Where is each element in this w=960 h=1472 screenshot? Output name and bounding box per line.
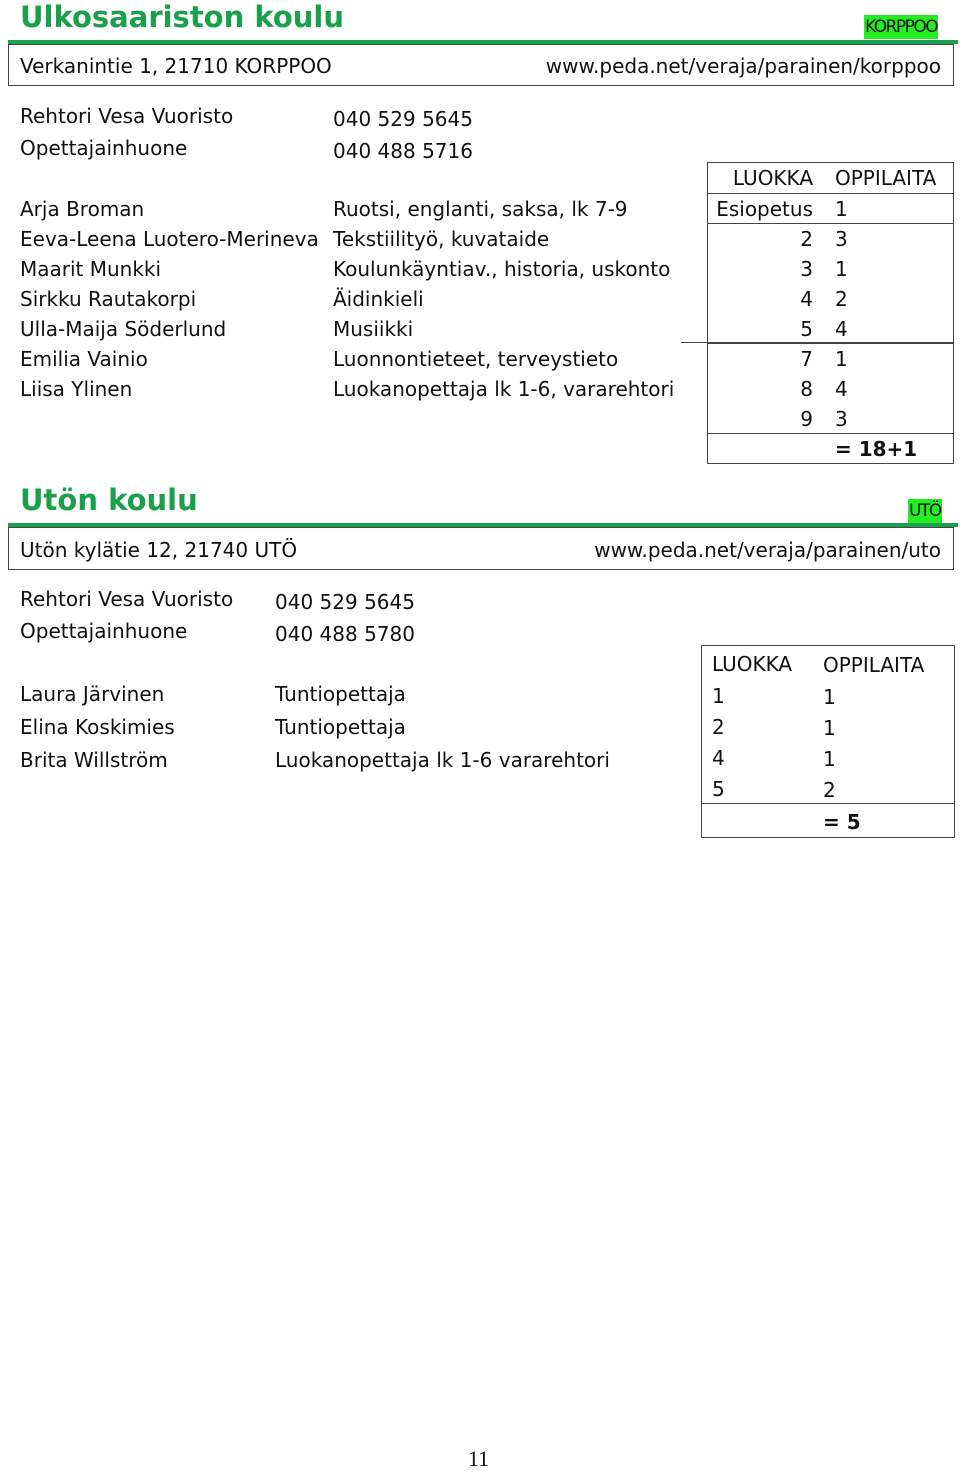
- contact-phone: 040 488 5716: [333, 139, 473, 163]
- cell-oppilaita: 2: [835, 287, 848, 311]
- page-number: 11: [468, 1446, 490, 1471]
- address: Verkanintie 1, 21710 KORPPOO: [20, 54, 332, 78]
- teacher-name: Arja Broman: [20, 197, 145, 221]
- teacher-name: Sirkku Rautakorpi: [20, 287, 197, 311]
- teacher-name: Ulla-Maija Söderlund: [20, 317, 227, 341]
- teacher-name: Liisa Ylinen: [20, 377, 133, 401]
- cell-luokka: 2: [800, 227, 813, 251]
- cell-oppilaita: 1: [835, 347, 848, 371]
- teacher-subject: Tekstiilityö, kuvataide: [333, 227, 550, 251]
- class-table: [707, 162, 954, 464]
- cell-luokka: 5: [712, 777, 725, 801]
- website-link[interactable]: www.peda.net/veraja/parainen/korppoo: [545, 54, 941, 78]
- cell-luokka: 5: [800, 317, 813, 341]
- class-table: [701, 645, 955, 838]
- cell-oppilaita: 1: [823, 685, 836, 709]
- table-total: = 5: [823, 810, 861, 834]
- teacher-subject: Tuntiopettaja: [275, 682, 406, 706]
- cell-luokka: 4: [800, 287, 813, 311]
- row-divider: [702, 803, 954, 804]
- teacher-name: Eeva-Leena Luotero-Merineva: [20, 227, 319, 251]
- cell-luokka: 3: [800, 257, 813, 281]
- header-luokka: LUOKKA: [732, 166, 813, 190]
- school-title: Ulkosaariston koulu: [20, 0, 345, 34]
- address-box: [8, 527, 954, 570]
- header-oppilaita: OPPILAITA: [835, 166, 937, 190]
- row-divider: [708, 193, 953, 194]
- teacher-name: Brita Willström: [20, 748, 168, 772]
- cell-luokka: 2: [712, 715, 725, 739]
- cell-luokka: 9: [800, 407, 813, 431]
- cell-luokka: 1: [712, 684, 725, 708]
- teacher-name: Maarit Munkki: [20, 257, 162, 281]
- contact-label: Rehtori Vesa Vuoristo: [20, 587, 234, 611]
- school-title: Utön koulu: [20, 483, 198, 517]
- teacher-subject: Luonnontieteet, terveystieto: [333, 347, 619, 371]
- cell-oppilaita: 1: [835, 197, 848, 221]
- teacher-subject: Äidinkieli: [333, 287, 424, 311]
- table-total: = 18+1: [835, 437, 918, 461]
- table-divider: [681, 342, 954, 343]
- teacher-subject: Ruotsi, englanti, saksa, lk 7-9: [333, 197, 628, 221]
- cell-oppilaita: 1: [823, 716, 836, 740]
- contact-label: Opettajainhuone: [20, 136, 188, 160]
- teacher-subject: Tuntiopettaja: [275, 715, 406, 739]
- cell-oppilaita: 4: [835, 317, 848, 341]
- header-luokka: LUOKKA: [712, 652, 793, 676]
- contact-phone: 040 529 5645: [275, 590, 415, 614]
- row-divider: [708, 433, 953, 434]
- cell-oppilaita: 1: [823, 747, 836, 771]
- teacher-name: Emilia Vainio: [20, 347, 148, 371]
- contact-label: Rehtori Vesa Vuoristo: [20, 104, 234, 128]
- row-divider: [708, 343, 953, 344]
- contact-phone: 040 488 5780: [275, 622, 415, 646]
- teacher-subject: Koulunkäyntiav., historia, uskonto: [333, 257, 671, 281]
- address-box: [8, 44, 954, 86]
- address: Utön kylätie 12, 21740 UTÖ: [20, 538, 298, 562]
- teacher-subject: Luokanopettaja lk 1-6, vararehtori: [333, 377, 675, 401]
- header-oppilaita: OPPILAITA: [823, 653, 925, 677]
- contact-phone: 040 529 5645: [333, 107, 473, 131]
- teacher-name: Laura Järvinen: [20, 682, 165, 706]
- teacher-subject: Luokanopettaja lk 1-6 vararehtori: [275, 748, 610, 772]
- contact-label: Opettajainhuone: [20, 619, 188, 643]
- cell-luokka: 8: [800, 377, 813, 401]
- cell-luokka: 4: [712, 746, 725, 770]
- teacher-subject: Musiikki: [333, 317, 414, 341]
- cell-oppilaita: 3: [835, 407, 848, 431]
- cell-luokka: 7: [800, 347, 813, 371]
- teacher-name: Elina Koskimies: [20, 715, 175, 739]
- location-tag: KORPPOO: [865, 17, 938, 37]
- website-link[interactable]: www.peda.net/veraja/parainen/uto: [594, 538, 941, 562]
- row-divider: [708, 223, 953, 224]
- cell-oppilaita: 2: [823, 778, 836, 802]
- cell-oppilaita: 3: [835, 227, 848, 251]
- cell-luokka: Esiopetus: [716, 197, 813, 221]
- location-tag: UTÖ: [909, 501, 941, 521]
- cell-oppilaita: 4: [835, 377, 848, 401]
- cell-oppilaita: 1: [835, 257, 848, 281]
